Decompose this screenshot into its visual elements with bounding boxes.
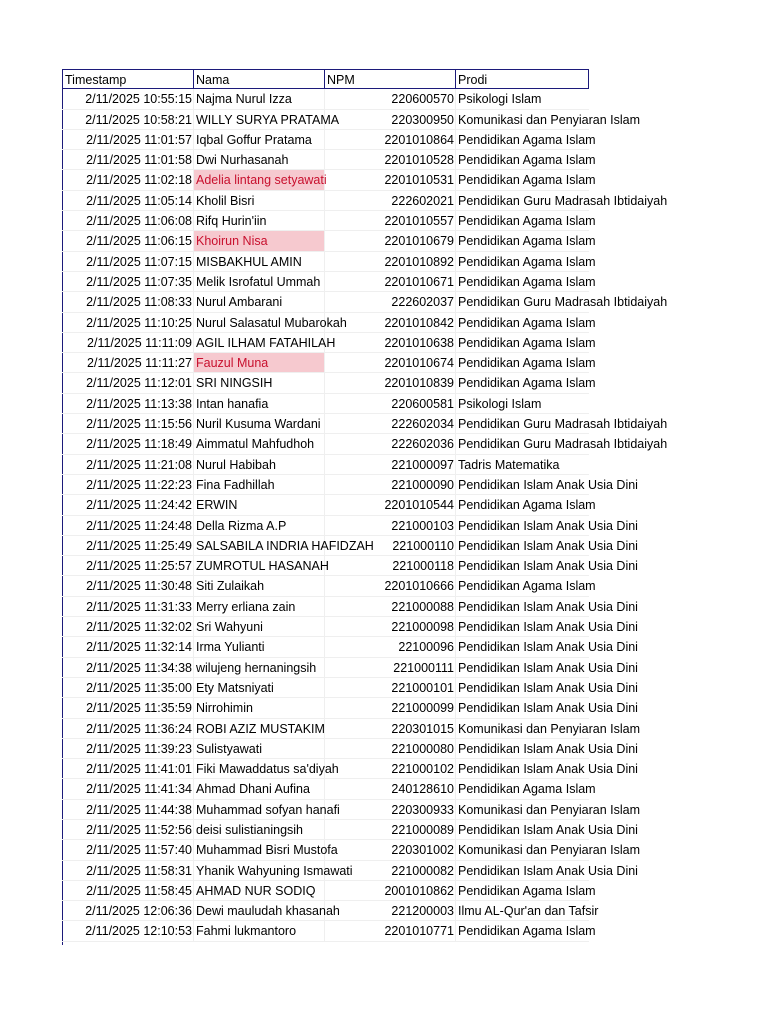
cell-timestamp[interactable]: 2/11/2025 11:24:42 — [62, 495, 194, 515]
cell-nama[interactable]: Kholil Bisri — [194, 191, 325, 211]
cell-timestamp[interactable]: 2/11/2025 11:44:38 — [62, 800, 194, 820]
cell-prodi[interactable]: Pendidikan Guru Madrasah Ibtidaiyah — [456, 434, 589, 454]
cell-nama[interactable]: Rifq Hurin'iin — [194, 211, 325, 231]
cell-nama[interactable]: Nuril Kusuma Wardani — [194, 414, 325, 434]
cell-prodi[interactable]: Tadris Matematika — [456, 455, 589, 475]
table-row — [62, 211, 596, 231]
table-row — [62, 455, 589, 475]
cell-timestamp[interactable]: 2/11/2025 11:52:56 — [62, 820, 194, 840]
cell-prodi[interactable]: Pendidikan Guru Madrasah Ibtidaiyah — [456, 292, 589, 312]
column-header-timestamp[interactable]: Timestamp — [62, 69, 194, 89]
cell-timestamp[interactable]: 2/11/2025 11:08:33 — [62, 292, 194, 312]
cell-timestamp[interactable]: 2/11/2025 11:39:23 — [62, 739, 194, 759]
cell-npm[interactable]: 221000080 — [325, 739, 456, 759]
cell-nama[interactable]: Sri Wahyuni — [194, 617, 325, 637]
cell-prodi[interactable]: Pendidikan Guru Madrasah Ibtidaiyah — [456, 414, 589, 434]
cell-nama[interactable]: Iqbal Goffur Pratama — [194, 130, 325, 150]
cell-timestamp[interactable]: 2/11/2025 11:22:23 — [62, 475, 194, 495]
cell-npm[interactable]: 221000089 — [325, 820, 456, 840]
cell-npm[interactable]: 2001010862 — [325, 881, 456, 901]
cell-nama[interactable]: Nurul Salasatul Mubarokah — [194, 313, 325, 333]
cell-prodi[interactable]: Pendidikan Islam Anak Usia Dini — [456, 556, 589, 576]
table-row — [62, 313, 596, 333]
table-row — [62, 414, 668, 434]
cell-timestamp[interactable]: 2/11/2025 10:58:21 — [62, 110, 194, 130]
cell-npm[interactable]: 221000088 — [325, 597, 456, 617]
cell-timestamp[interactable]: 2/11/2025 11:24:48 — [62, 516, 194, 536]
table-row — [62, 921, 596, 941]
cell-timestamp[interactable]: 2/11/2025 11:25:49 — [62, 536, 194, 556]
cell-npm[interactable]: 2201010531 — [325, 170, 456, 190]
cell-npm[interactable]: 220300933 — [325, 800, 456, 820]
cell-timestamp[interactable]: 2/11/2025 11:36:24 — [62, 719, 194, 739]
cell-nama[interactable]: ZUMROTUL HASANAH — [194, 556, 325, 576]
spreadsheet-table — [62, 69, 668, 942]
cell-timestamp[interactable]: 2/11/2025 11:15:56 — [62, 414, 194, 434]
cell-timestamp[interactable]: 2/11/2025 11:11:09 — [62, 333, 194, 353]
cell-timestamp[interactable]: 2/11/2025 11:10:25 — [62, 313, 194, 333]
cell-prodi[interactable]: Pendidikan Islam Anak Usia Dini — [456, 678, 589, 698]
cell-timestamp[interactable]: 2/11/2025 11:11:27 — [62, 353, 194, 373]
cell-npm[interactable]: 2201010544 — [325, 495, 456, 515]
cell-timestamp[interactable]: 2/11/2025 11:32:02 — [62, 617, 194, 637]
column-header-nama[interactable]: Nama — [194, 69, 325, 89]
cell-prodi[interactable]: Komunikasi dan Penyiaran Islam — [456, 800, 589, 820]
cell-npm[interactable]: 240128610 — [325, 779, 456, 799]
cell-npm[interactable]: 2201010674 — [325, 353, 456, 373]
cell-prodi[interactable]: Pendidikan Islam Anak Usia Dini — [456, 475, 589, 495]
cell-timestamp[interactable]: 2/11/2025 11:05:14 — [62, 191, 194, 211]
cell-timestamp[interactable]: 2/11/2025 11:06:08 — [62, 211, 194, 231]
cell-timestamp[interactable]: 2/11/2025 11:35:59 — [62, 698, 194, 718]
cell-nama[interactable]: AGIL ILHAM FATAHILAH — [194, 333, 325, 353]
cell-timestamp[interactable]: 2/11/2025 11:13:38 — [62, 394, 194, 414]
cell-npm[interactable]: 220300950 — [325, 110, 456, 130]
cell-prodi[interactable]: Pendidikan Agama Islam — [456, 170, 589, 190]
cell-npm[interactable]: 220301015 — [325, 719, 456, 739]
table-row — [62, 231, 596, 251]
cell-timestamp[interactable]: 2/11/2025 11:32:14 — [62, 637, 194, 657]
cell-timestamp[interactable]: 2/11/2025 11:07:35 — [62, 272, 194, 292]
cell-prodi[interactable]: Pendidikan Islam Anak Usia Dini — [456, 617, 589, 637]
cell-timestamp[interactable]: 2/11/2025 11:01:57 — [62, 130, 194, 150]
cell-timestamp[interactable]: 2/11/2025 11:30:48 — [62, 576, 194, 596]
cell-timestamp[interactable]: 2/11/2025 11:18:49 — [62, 434, 194, 454]
cell-prodi[interactable]: Pendidikan Islam Anak Usia Dini — [456, 516, 589, 536]
cell-nama[interactable]: MISBAKHUL AMIN — [194, 252, 325, 272]
table-row — [62, 698, 638, 718]
cell-timestamp[interactable]: 2/11/2025 11:07:15 — [62, 252, 194, 272]
cell-npm[interactable]: 221200003 — [325, 901, 456, 921]
cell-prodi[interactable]: Pendidikan Agama Islam — [456, 779, 589, 799]
cell-timestamp[interactable]: 2/11/2025 11:58:31 — [62, 861, 194, 881]
cell-nama[interactable]: Fiki Mawaddatus sa'diyah — [194, 759, 325, 779]
cell-prodi[interactable]: Komunikasi dan Penyiaran Islam — [456, 110, 589, 130]
table-row — [62, 800, 641, 820]
cell-nama[interactable]: Aimmatul Mahfudhoh — [194, 434, 325, 454]
cell-npm[interactable]: 221000097 — [325, 455, 456, 475]
cell-npm[interactable]: 221000103 — [325, 516, 456, 536]
table-row — [62, 89, 589, 109]
table-row — [62, 820, 638, 840]
cell-nama[interactable]: WILLY SURYA PRATAMA — [194, 110, 325, 130]
cell-prodi[interactable]: Psikologi Islam — [456, 394, 589, 414]
cell-nama[interactable]: Ety Matsniyati — [194, 678, 325, 698]
cell-timestamp[interactable]: 2/11/2025 11:41:34 — [62, 779, 194, 799]
table-row — [62, 333, 596, 353]
table-row — [62, 617, 638, 637]
cell-prodi[interactable]: Pendidikan Islam Anak Usia Dini — [456, 739, 589, 759]
table-row — [62, 840, 641, 860]
cell-timestamp[interactable]: 2/11/2025 11:58:45 — [62, 881, 194, 901]
cell-timestamp[interactable]: 2/11/2025 12:10:53 — [62, 921, 194, 941]
cell-timestamp[interactable]: 2/11/2025 11:01:58 — [62, 150, 194, 170]
cell-nama[interactable]: Intan hanafia — [194, 394, 325, 414]
cell-prodi[interactable]: Pendidikan Agama Islam — [456, 231, 589, 251]
cell-npm[interactable]: 221000098 — [325, 617, 456, 637]
cell-npm[interactable]: 2201010842 — [325, 313, 456, 333]
cell-timestamp[interactable]: 2/11/2025 11:31:33 — [62, 597, 194, 617]
cell-nama[interactable]: Muhammad sofyan hanafi — [194, 800, 325, 820]
cell-nama[interactable]: ROBI AZIZ MUSTAKIM — [194, 719, 325, 739]
table-row — [62, 292, 668, 312]
cell-timestamp[interactable]: 2/11/2025 12:06:36 — [62, 901, 194, 921]
cell-nama[interactable]: Fauzul Muna — [194, 353, 325, 373]
table-row — [62, 861, 638, 881]
table-body — [62, 89, 668, 941]
cell-prodi[interactable]: Pendidikan Agama Islam — [456, 333, 589, 353]
cell-nama[interactable]: Siti Zulaikah — [194, 576, 325, 596]
table-row — [62, 434, 668, 454]
column-header-npm[interactable]: NPM — [325, 69, 456, 89]
cell-nama[interactable]: wilujeng hernaningsih — [194, 658, 325, 678]
table-row — [62, 597, 638, 617]
table-row — [62, 272, 596, 292]
cell-prodi[interactable]: Pendidikan Islam Anak Usia Dini — [456, 597, 589, 617]
cell-npm[interactable]: 2201010864 — [325, 130, 456, 150]
cell-prodi[interactable]: Pendidikan Islam Anak Usia Dini — [456, 698, 589, 718]
cell-timestamp[interactable]: 2/11/2025 11:25:57 — [62, 556, 194, 576]
cell-prodi[interactable]: Komunikasi dan Penyiaran Islam — [456, 719, 589, 739]
cell-npm[interactable]: 222602037 — [325, 292, 456, 312]
table-row — [62, 901, 599, 921]
cell-npm[interactable]: 2201010666 — [325, 576, 456, 596]
table-header — [62, 69, 589, 89]
table-row — [62, 881, 596, 901]
cell-nama[interactable]: Muhammad Bisri Mustofa — [194, 840, 325, 860]
cell-npm[interactable]: 221000110 — [325, 536, 456, 556]
cell-prodi[interactable]: Pendidikan Agama Islam — [456, 211, 589, 231]
cell-prodi[interactable]: Pendidikan Islam Anak Usia Dini — [456, 637, 589, 657]
cell-nama[interactable]: Nurul Ambarani — [194, 292, 325, 312]
cell-timestamp[interactable]: 2/11/2025 11:06:15 — [62, 231, 194, 251]
table-row — [62, 150, 596, 170]
cell-prodi[interactable]: Psikologi Islam — [456, 89, 589, 109]
cell-nama[interactable]: AHMAD NUR SODIQ — [194, 881, 325, 901]
cell-timestamp[interactable]: 2/11/2025 11:35:00 — [62, 678, 194, 698]
cell-npm[interactable]: 222602036 — [325, 434, 456, 454]
cell-npm[interactable]: 2201010679 — [325, 231, 456, 251]
cell-nama[interactable]: Khoirun Nisa — [194, 231, 325, 251]
cell-npm[interactable]: 2201010557 — [325, 211, 456, 231]
cell-nama[interactable]: Sulistyawati — [194, 739, 325, 759]
table-row — [62, 556, 638, 576]
table-row — [62, 779, 596, 799]
cell-prodi[interactable]: Pendidikan Agama Islam — [456, 272, 589, 292]
cell-npm[interactable]: 2201010892 — [325, 252, 456, 272]
cell-prodi[interactable]: Pendidikan Agama Islam — [456, 252, 589, 272]
table-row — [62, 637, 638, 657]
cell-prodi[interactable]: Pendidikan Islam Anak Usia Dini — [456, 820, 589, 840]
cell-prodi[interactable]: Pendidikan Agama Islam — [456, 576, 589, 596]
table-row — [62, 170, 596, 190]
cell-nama[interactable]: Merry erliana zain — [194, 597, 325, 617]
cell-npm[interactable]: 220600570 — [325, 89, 456, 109]
cell-prodi[interactable]: Pendidikan Islam Anak Usia Dini — [456, 536, 589, 556]
cell-prodi[interactable]: Pendidikan Guru Madrasah Ibtidaiyah — [456, 191, 589, 211]
table-row — [62, 516, 638, 536]
table-row — [62, 536, 638, 556]
cell-nama[interactable]: Della Rizma A.P — [194, 516, 325, 536]
cell-npm[interactable]: 2201010528 — [325, 150, 456, 170]
cell-nama[interactable]: Adelia lintang setyawati — [194, 170, 325, 190]
table-row — [62, 658, 638, 678]
cell-timestamp[interactable]: 2/11/2025 11:12:01 — [62, 373, 194, 393]
table-row — [62, 475, 638, 495]
cell-nama[interactable]: Dewi mauludah khasanah — [194, 901, 325, 921]
table-row — [62, 394, 589, 414]
cell-npm[interactable]: 221000082 — [325, 861, 456, 881]
table-row — [62, 191, 668, 211]
cell-prodi[interactable]: Ilmu AL-Qur'an dan Tafsir — [456, 901, 589, 921]
cell-nama[interactable]: Fahmi lukmantoro — [194, 921, 325, 941]
cell-nama[interactable]: ERWIN — [194, 495, 325, 515]
cell-npm[interactable]: 22100096 — [325, 637, 456, 657]
cell-nama[interactable]: SRI NINGSIH — [194, 373, 325, 393]
cell-nama[interactable]: Najma Nurul Izza — [194, 89, 325, 109]
table-row — [62, 353, 596, 373]
cell-prodi[interactable]: Pendidikan Islam Anak Usia Dini — [456, 861, 589, 881]
cell-nama[interactable]: Yhanik Wahyuning Ismawati — [194, 861, 325, 881]
cell-nama[interactable]: Dwi Nurhasanah — [194, 150, 325, 170]
cell-prodi[interactable]: Pendidikan Agama Islam — [456, 495, 589, 515]
cell-timestamp[interactable]: 2/11/2025 11:57:40 — [62, 840, 194, 860]
cell-npm[interactable]: 221000111 — [325, 658, 456, 678]
cell-npm[interactable]: 221000102 — [325, 759, 456, 779]
table-row — [62, 759, 638, 779]
cell-npm[interactable]: 222602034 — [325, 414, 456, 434]
cell-npm[interactable]: 2201010839 — [325, 373, 456, 393]
table-row — [62, 739, 638, 759]
cell-timestamp[interactable]: 2/11/2025 11:02:18 — [62, 170, 194, 190]
cell-prodi[interactable]: Pendidikan Agama Islam — [456, 881, 589, 901]
cell-nama[interactable]: deisi sulistianingsih — [194, 820, 325, 840]
cell-timestamp[interactable]: 2/11/2025 11:41:01 — [62, 759, 194, 779]
cell-npm[interactable]: 221000101 — [325, 678, 456, 698]
cell-timestamp[interactable]: 2/11/2025 11:34:38 — [62, 658, 194, 678]
cell-nama[interactable]: Melik Isrofatul Ummah — [194, 272, 325, 292]
cell-nama[interactable]: Ahmad Dhani Aufina — [194, 779, 325, 799]
table-row — [62, 576, 596, 596]
cell-nama[interactable]: SALSABILA INDRIA HAFIDZAH — [194, 536, 325, 556]
cell-npm[interactable]: 2201010671 — [325, 272, 456, 292]
cell-prodi[interactable]: Pendidikan Agama Islam — [456, 313, 589, 333]
cell-timestamp[interactable]: 2/11/2025 10:55:15 — [62, 89, 194, 109]
column-header-prodi[interactable]: Prodi — [456, 69, 589, 89]
cell-prodi[interactable]: Pendidikan Agama Islam — [456, 130, 589, 150]
cell-nama[interactable]: Nurul Habibah — [194, 455, 325, 475]
table-row — [62, 495, 596, 515]
table-row — [62, 373, 596, 393]
cell-prodi[interactable]: Pendidikan Agama Islam — [456, 921, 589, 941]
cell-npm[interactable]: 222602021 — [325, 191, 456, 211]
cell-timestamp[interactable]: 2/11/2025 11:21:08 — [62, 455, 194, 475]
cell-npm[interactable]: 2201010638 — [325, 333, 456, 353]
cell-prodi[interactable]: Pendidikan Islam Anak Usia Dini — [456, 658, 589, 678]
table-row — [62, 110, 641, 130]
cell-npm[interactable]: 221000090 — [325, 475, 456, 495]
cell-prodi[interactable]: Pendidikan Agama Islam — [456, 373, 589, 393]
cell-prodi[interactable]: Pendidikan Islam Anak Usia Dini — [456, 759, 589, 779]
cell-npm[interactable]: 2201010771 — [325, 921, 456, 941]
cell-nama[interactable]: Nirrohimin — [194, 698, 325, 718]
cell-nama[interactable]: Fina Fadhillah — [194, 475, 325, 495]
cell-prodi[interactable]: Komunikasi dan Penyiaran Islam — [456, 840, 589, 860]
table-row — [62, 252, 596, 272]
cell-npm[interactable]: 220301002 — [325, 840, 456, 860]
cell-prodi[interactable]: Pendidikan Agama Islam — [456, 150, 589, 170]
cell-npm[interactable]: 221000118 — [325, 556, 456, 576]
table-row — [62, 130, 596, 150]
cell-npm[interactable]: 221000099 — [325, 698, 456, 718]
cell-nama[interactable]: Irma Yulianti — [194, 637, 325, 657]
cell-prodi[interactable]: Pendidikan Agama Islam — [456, 353, 589, 373]
table-row — [62, 719, 641, 739]
table-row — [62, 678, 638, 698]
cell-npm[interactable]: 220600581 — [325, 394, 456, 414]
